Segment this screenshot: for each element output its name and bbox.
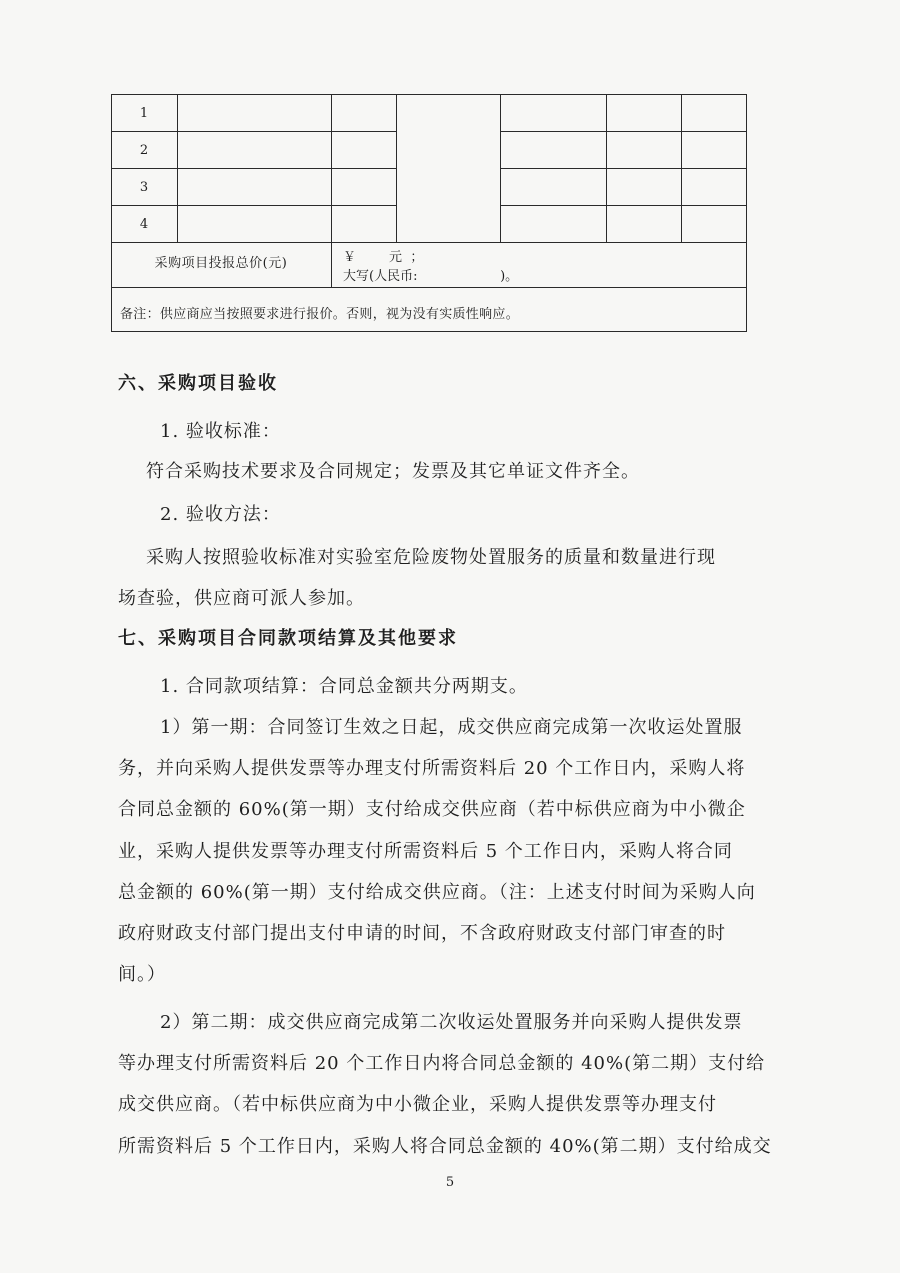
total-price-uppercase: 大写(人民币: )。 <box>343 269 519 284</box>
section-6-item-2-label: 2. 验收方法： <box>160 504 281 525</box>
row-number: 2 <box>139 143 149 158</box>
paragraph-line: 成交供应商。（若中标供应商为中小微企业，采购人提供发票等办理支付 <box>118 1094 717 1115</box>
paragraph-line: 业，采购人提供发票等办理支付所需资料后 5 个工作日内，采购人将合同 <box>118 841 733 862</box>
paragraph-line: 间。） <box>118 964 166 985</box>
row-number: 4 <box>139 217 149 232</box>
section-6-item-2-text: 场查验，供应商可派人参加。 <box>118 588 365 609</box>
paragraph-line: 合同总金额的 60%(第一期）支付给成交供应商（若中标供应商为中小微企 <box>118 799 746 820</box>
paragraph-line: 政府财政支付部门提出支付申请的时间，不含政府财政支付部门审查的时 <box>118 923 726 944</box>
paragraph-line: 1）第一期：合同签订生效之日起，成交供应商完成第一次收运处置服 <box>160 717 743 738</box>
total-price-yuan: ￥ 元 ； <box>343 250 424 265</box>
page-number: 5 <box>445 1175 455 1190</box>
quotation-table <box>111 94 747 332</box>
total-price-label: 采购项目投报总价(元) <box>154 255 288 271</box>
section-6-item-1-text: 符合采购技术要求及合同规定；发票及其它单证文件齐全。 <box>146 461 640 482</box>
section-6-heading: 六、采购项目验收 <box>118 373 278 394</box>
section-7-heading: 七、采购项目合同款项结算及其他要求 <box>118 628 458 649</box>
paragraph-line: 等办理支付所需资料后 20 个工作日内将合同总金额的 40%(第二期）支付给 <box>118 1053 766 1074</box>
paragraph-line: 2）第二期：成交供应商完成第二次收运处置服务并向采购人提供发票 <box>160 1012 743 1033</box>
paragraph-line: 总金额的 60%(第一期）支付给成交供应商。（注：上述支付时间为采购人向 <box>118 882 756 903</box>
row-number: 1 <box>139 106 149 121</box>
section-6-item-1-label: 1. 验收标准： <box>160 421 281 442</box>
table-note: 备注：供应商应当按照要求进行报价。否则，视为没有实质性响应。 <box>120 307 520 322</box>
row-number: 3 <box>139 180 149 195</box>
section-7-item-1: 1. 合同款项结算：合同总金额共分两期支。 <box>160 676 528 697</box>
section-6-item-2-text: 采购人按照验收标准对实验室危险废物处置服务的质量和数量进行现 <box>146 547 716 568</box>
paragraph-line: 务，并向采购人提供发票等办理支付所需资料后 20 个工作日内，采购人将 <box>118 758 746 779</box>
paragraph-line: 所需资料后 5 个工作日内，采购人将合同总金额的 40%(第二期）支付给成交 <box>118 1136 772 1157</box>
